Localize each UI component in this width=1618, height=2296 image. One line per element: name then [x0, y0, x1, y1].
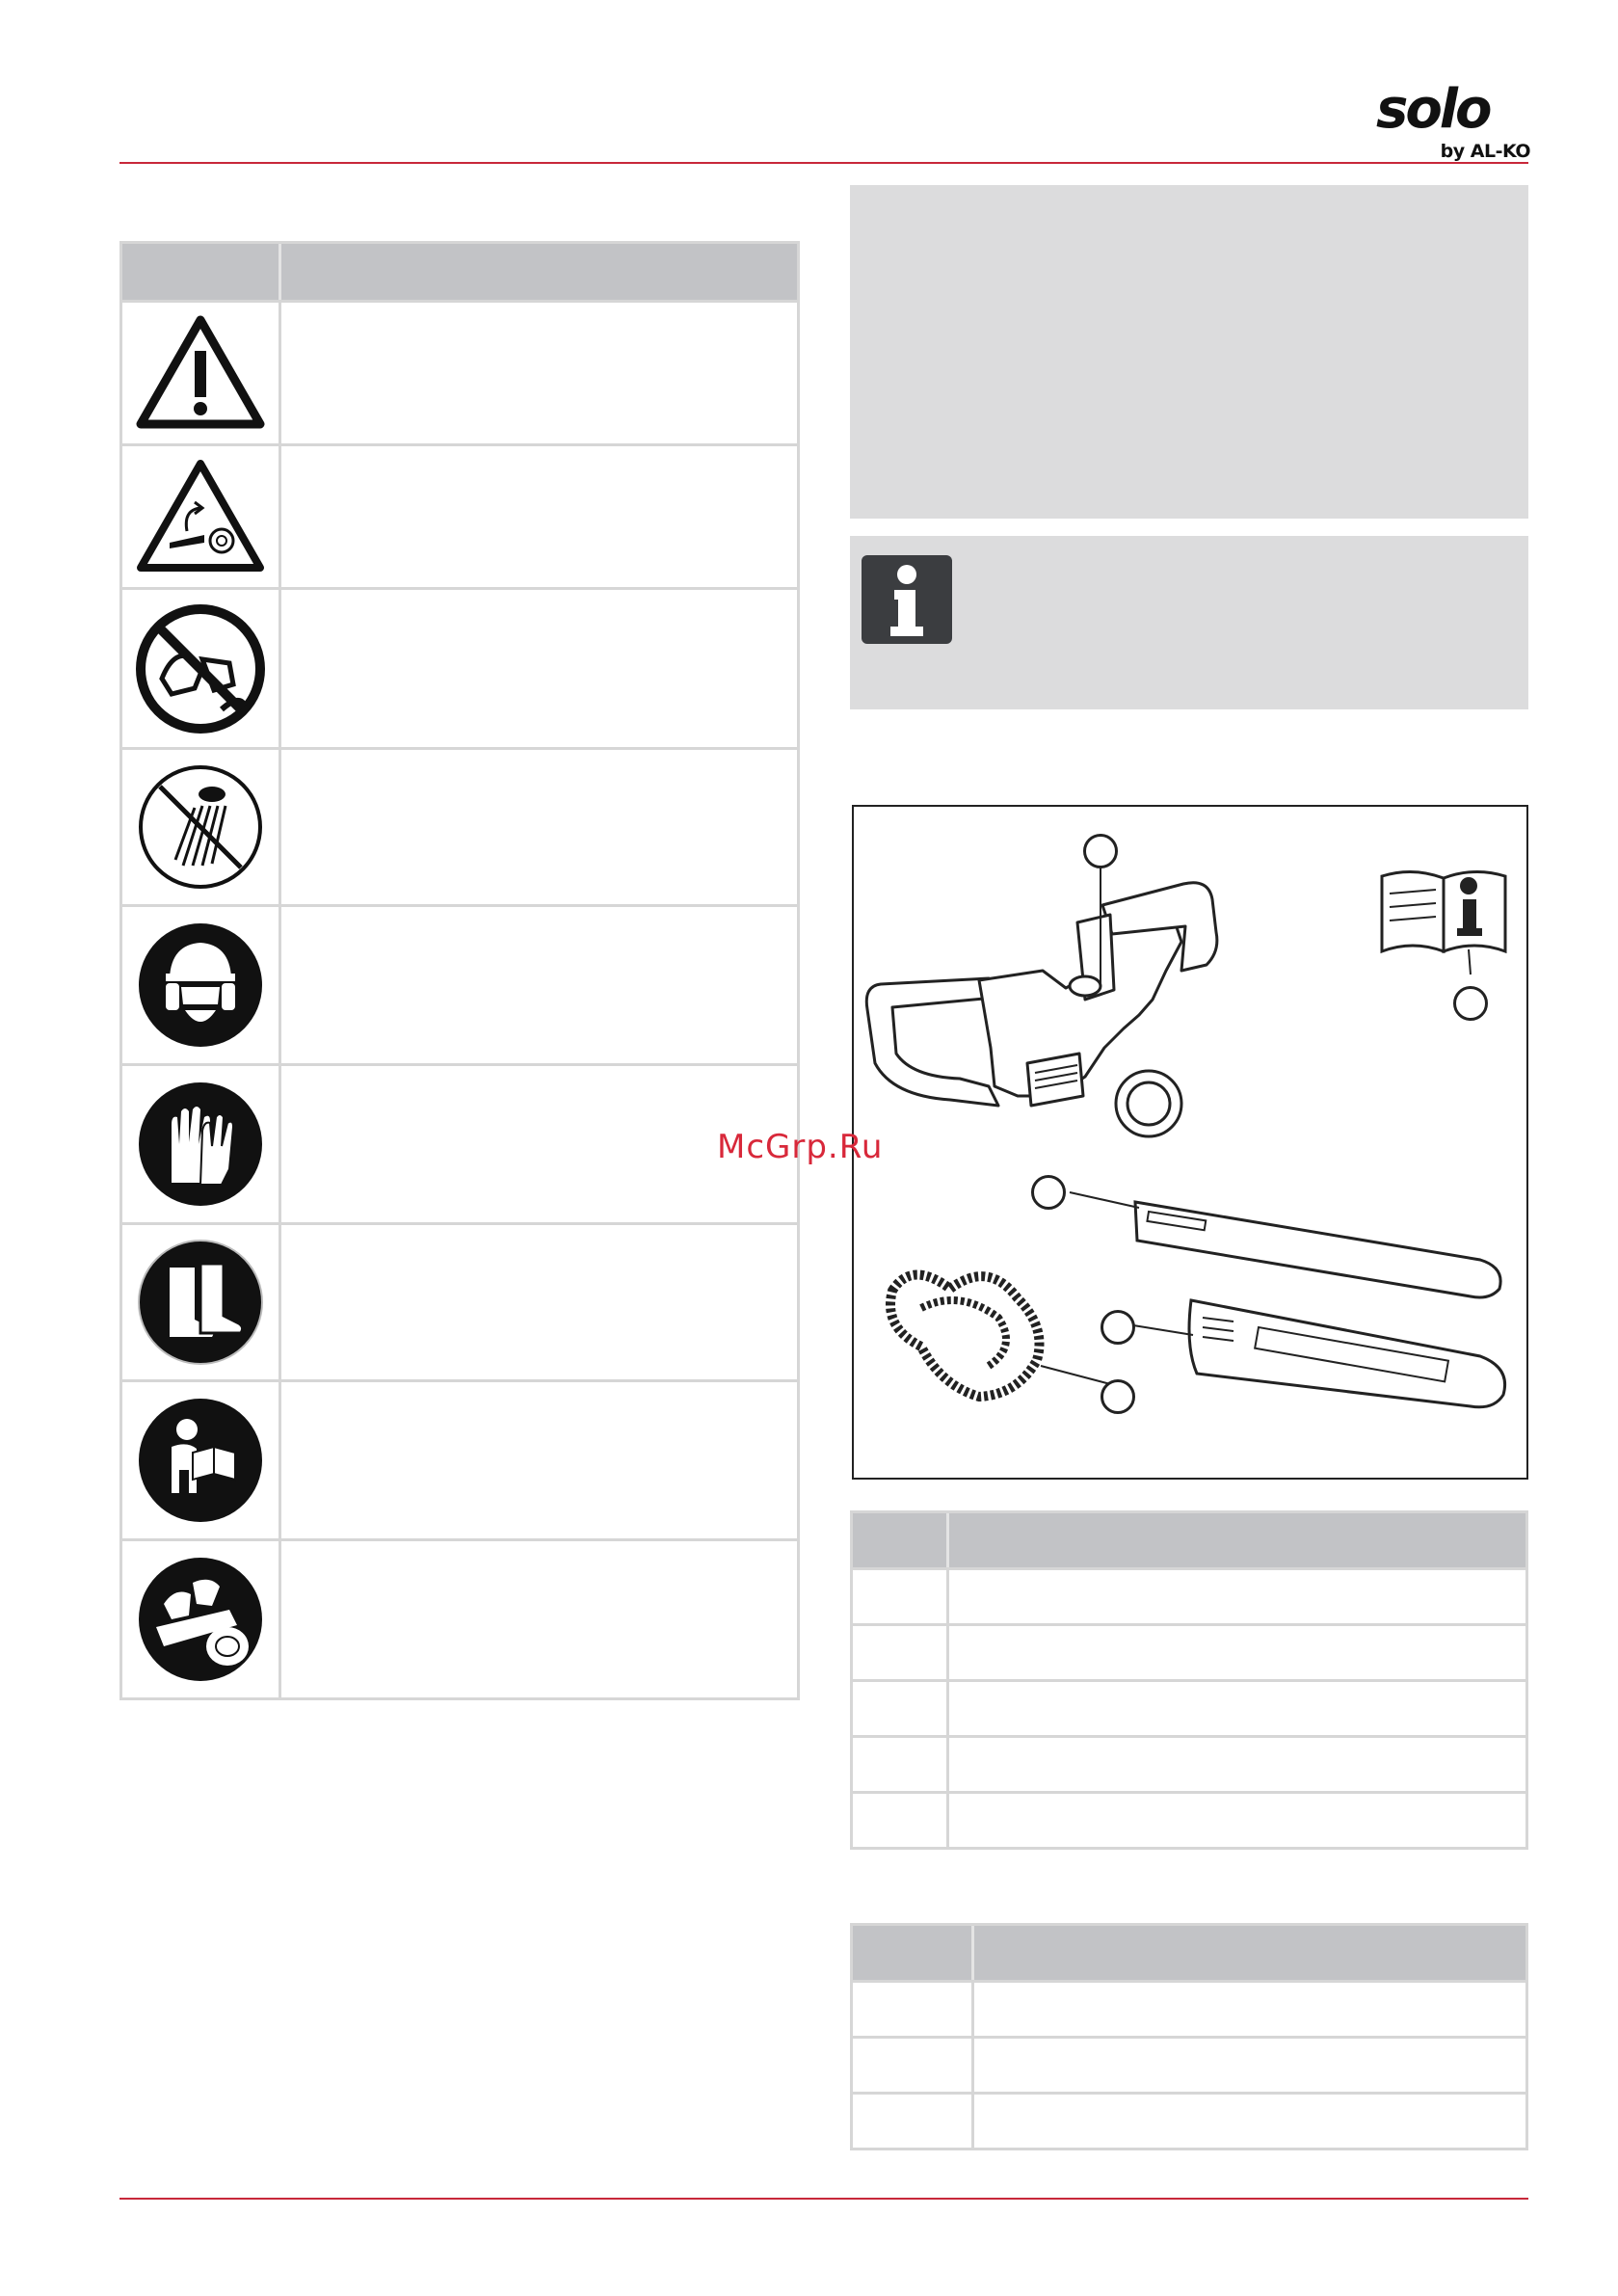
header-rule [119, 162, 1528, 164]
table-row [122, 587, 797, 747]
callout-3 [1031, 1175, 1066, 1210]
table-row [853, 1567, 1525, 1623]
no-rain-icon [133, 760, 268, 894]
head-eye-ear-protection-icon [133, 918, 268, 1053]
table-row [122, 1222, 797, 1379]
chainsaw-parts-illustration [854, 807, 1526, 1478]
table-header [853, 1513, 1525, 1567]
two-hand-operation-icon [133, 1552, 268, 1687]
watermark: McGrp.Ru [717, 1128, 884, 1166]
kickback-warning-icon [133, 454, 268, 579]
brand-logo [1376, 78, 1530, 166]
safety-symbols-table [119, 241, 800, 1700]
table-row [853, 1623, 1525, 1679]
callout-5 [1101, 1379, 1135, 1414]
table-row [122, 1538, 797, 1697]
table-row [853, 1679, 1525, 1735]
safety-boots-icon [133, 1235, 268, 1370]
callout-4 [1101, 1310, 1135, 1345]
info-icon [862, 555, 952, 644]
table-row [122, 443, 797, 587]
callout-2 [1453, 986, 1488, 1021]
table-header [122, 244, 797, 300]
no-one-hand-operation-icon [133, 601, 268, 736]
table-row [853, 1791, 1525, 1847]
table-row [122, 747, 797, 904]
scope-of-delivery-figure [852, 805, 1528, 1480]
callout-1 [1083, 834, 1118, 868]
table-row [122, 300, 797, 443]
table-row [853, 1980, 1525, 2036]
brand-logo-wordmark: solo [1376, 78, 1490, 141]
table-row [122, 1379, 797, 1538]
protective-gloves-icon [133, 1077, 268, 1212]
footer-rule [119, 2198, 1528, 2200]
scope-of-delivery-table [850, 1510, 1528, 1850]
read-manual-icon [133, 1393, 268, 1528]
table-header [853, 1926, 1525, 1980]
table-row [853, 2092, 1525, 2148]
table-header-symbol [122, 244, 281, 300]
note-panel [850, 185, 1528, 519]
table-row [122, 1063, 797, 1222]
warning-triangle-icon [133, 310, 268, 436]
table-header-meaning [281, 244, 797, 300]
table-row [853, 1735, 1525, 1791]
table-row [122, 904, 797, 1063]
table-row [853, 2036, 1525, 2092]
brand-logo-subline: by AL-KO [1440, 141, 1530, 162]
product-overview-table [850, 1923, 1528, 2150]
